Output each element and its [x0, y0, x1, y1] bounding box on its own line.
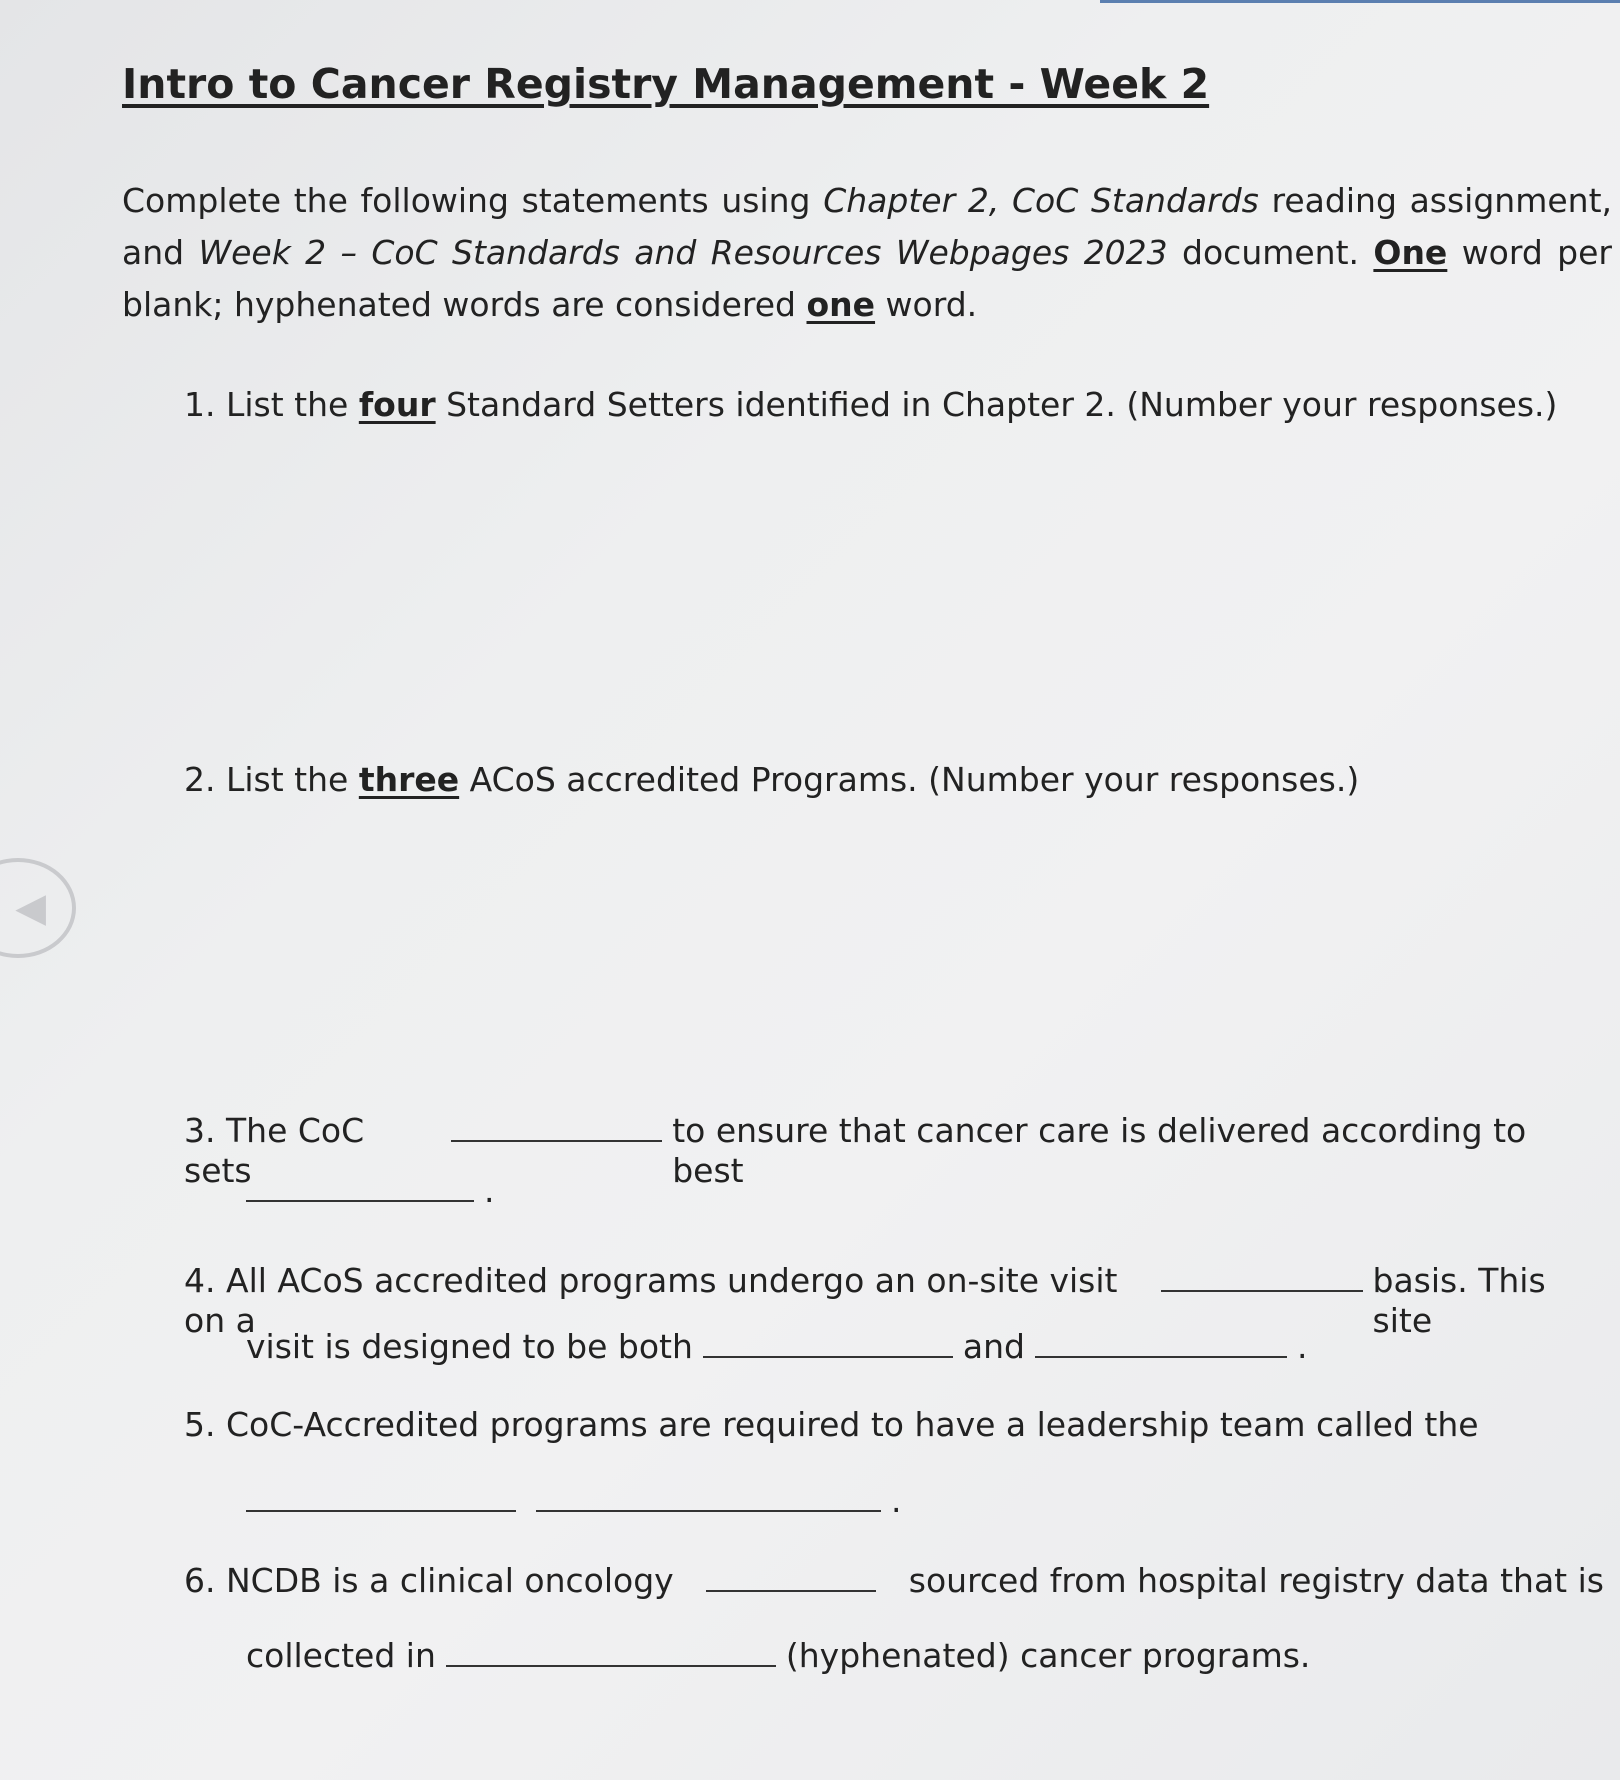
page-title: Intro to Cancer Registry Management - Week 2 [122, 60, 1210, 108]
question-5: 5. CoC-Accredited programs are required to have a leadership team called the [184, 1405, 1479, 1444]
blank-5a[interactable] [246, 1480, 516, 1512]
blank-3b[interactable] [246, 1170, 474, 1202]
blank-4a[interactable] [1161, 1260, 1363, 1292]
previous-page-button[interactable] [0, 858, 76, 958]
blank-4b[interactable] [703, 1326, 953, 1358]
answer-area-2[interactable] [184, 815, 1584, 1115]
question-4-continued: visit is designed to be both and . [246, 1327, 1308, 1366]
question-6: 6. NCDB is a clinical oncology sourced from hospital registry data that is [184, 1561, 1604, 1600]
chevron-left-icon: ◀ [15, 885, 46, 931]
question-3: 3. The CoC sets to ensure that cancer care is delivered according to best [184, 1111, 1527, 1190]
instructions: Complete the following statements using Chapter 2, CoC Standards reading assignment, and Week 2 – CoC Standards and Resources Webpages 2023 document. One word per blank; hyphenated words are considered one word. [122, 181, 1612, 324]
question-4: 4. All ACoS accredited programs undergo an on-site visit on a basis. This site [184, 1261, 1546, 1340]
blank-5b[interactable] [536, 1480, 881, 1512]
question-3-continued: . [246, 1170, 1596, 1211]
blank-3a[interactable] [451, 1110, 662, 1142]
blank-4c[interactable] [1035, 1326, 1287, 1358]
blank-6a[interactable] [706, 1560, 876, 1592]
question-2: 2. List the three ACoS accredited Programs. (Number your responses.) [184, 760, 1360, 799]
question-1: 1. List the four Standard Setters identified in Chapter 2. (Number your responses.) [184, 385, 1558, 424]
worksheet [122, 60, 1612, 1675]
question-6-continued: collected in (hyphenated) cancer programs. [246, 1636, 1311, 1675]
blank-6b[interactable] [446, 1635, 776, 1667]
top-accent-line [1100, 0, 1620, 3]
question-5-continued: . [246, 1480, 1596, 1521]
answer-area-1[interactable] [184, 440, 1584, 770]
